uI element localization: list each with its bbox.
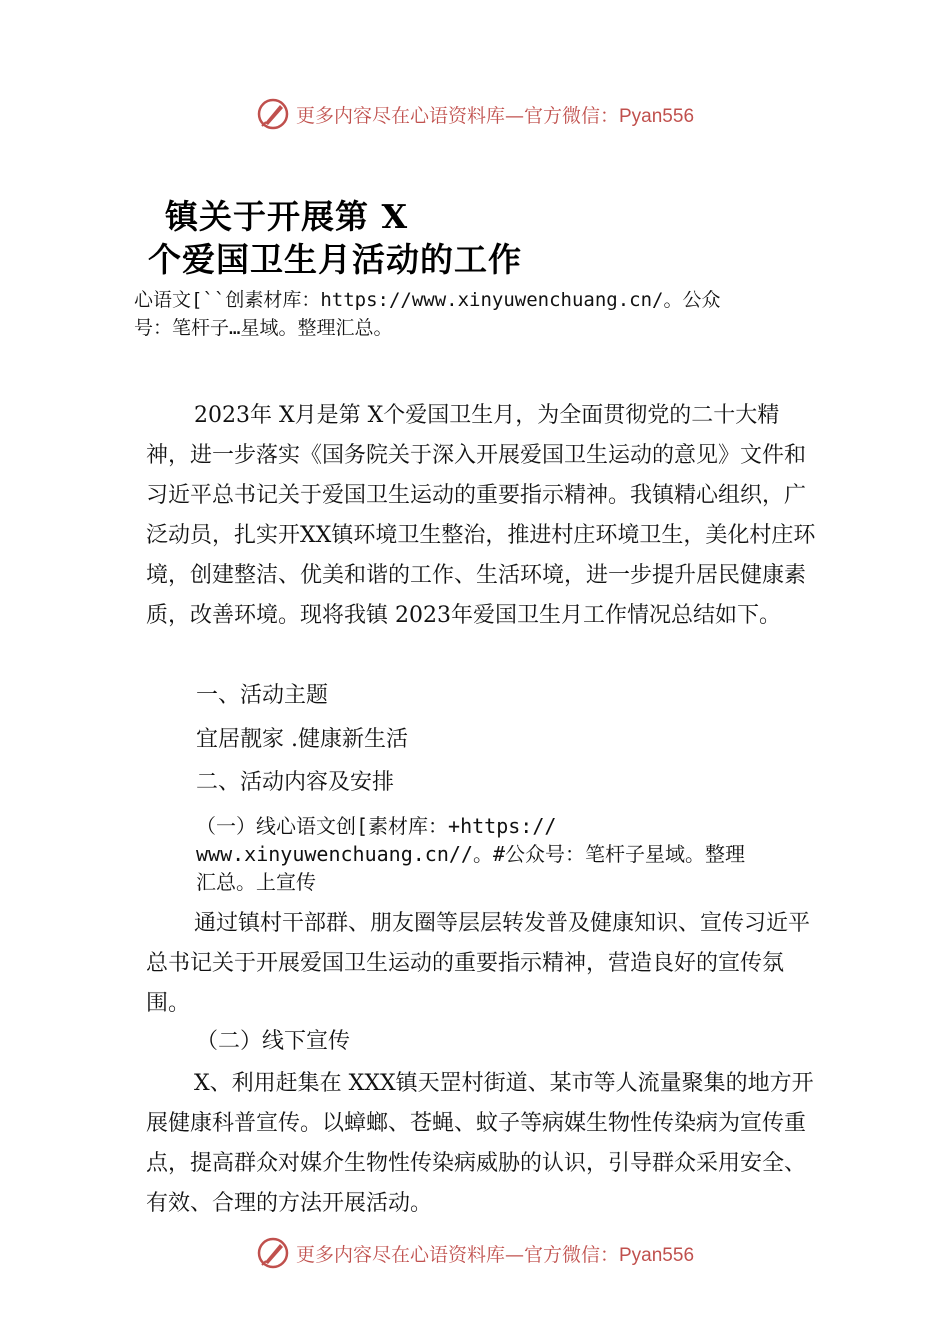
source-note-line-2: 号：笔杆子…星域。整理汇总。 xyxy=(134,317,393,339)
watermark-wechat-id: Pyan556 xyxy=(619,1244,695,1266)
intro-paragraph: 2023年 X月是第 X个爱国卫生月，为全面贯彻党的二十大精神，进一步落实《国务院关于深入开展爱国卫生运动的意见》文件和习近平总书记关于爱国卫生运动的重要指示精神。我镇精心组织，广泛动员，扎实开XX镇环境卫生整治，推进村庄环境卫生，美化村庄环境，创建整洁、优美和谐的工作、生活环境，进一步提升居民健康素质，改善环境。现将我镇 2023年爱国卫生月工作情况总结如下。 xyxy=(146,403,816,628)
watermark-text: 更多内容尽在心语资料库—官方微信：Pyan556 xyxy=(295,1243,695,1266)
activity-theme: 宜居靓家 .健康新生活 xyxy=(196,727,408,752)
sub-2-heading: （二）线下宣传 xyxy=(196,1029,351,1054)
sub-1-heading-line-2: www.xinyuwenchuang.cn//。#公众号：笔杆子星域。整理 xyxy=(196,842,745,866)
watermark-banner-bottom xyxy=(0,1233,950,1273)
watermark-banner-top xyxy=(0,94,950,134)
section-2-heading: 二、活动内容及安排 xyxy=(196,770,395,795)
document-title-line-2: 个爱国卫生月活动的工作 xyxy=(148,240,522,279)
document-title-line-1: 镇关于开展第 X xyxy=(165,197,409,236)
source-note-line-1: 心语文[``创素材库：https://www.xinyuwenchuang.cn/。公众 xyxy=(134,289,721,311)
quill-logo-icon xyxy=(256,97,290,131)
sub-1-heading-line-1: （一）线心语文创[素材库：+https:// xyxy=(196,814,557,838)
sub-1-heading-line-3: 汇总。上宣传 xyxy=(196,870,316,894)
sub-2-paragraph: X、利用赶集在 XXX镇天罡村街道、某市等人流量聚集的地方开展健康科普宣传。以蟑螂、苍蝇、蚊子等病媒生物性传染病为宣传重点，提高群众对媒介生物性传染病威胁的认识，引导群众采用安全、有效、合理的方法开展活动。 xyxy=(146,1071,814,1216)
section-1-heading: 一、活动主题 xyxy=(196,683,329,708)
quill-logo-icon xyxy=(256,1236,290,1270)
watermark-text: 更多内容尽在心语资料库—官方微信：Pyan556 xyxy=(295,104,695,127)
watermark-wechat-id: Pyan556 xyxy=(619,105,695,127)
sub-1-paragraph: 通过镇村干部群、朋友圈等层层转发普及健康知识、宣传习近平总书记关于开展爱国卫生运动的重要指示精神，营造良好的宣传氛围。 xyxy=(146,911,811,1016)
